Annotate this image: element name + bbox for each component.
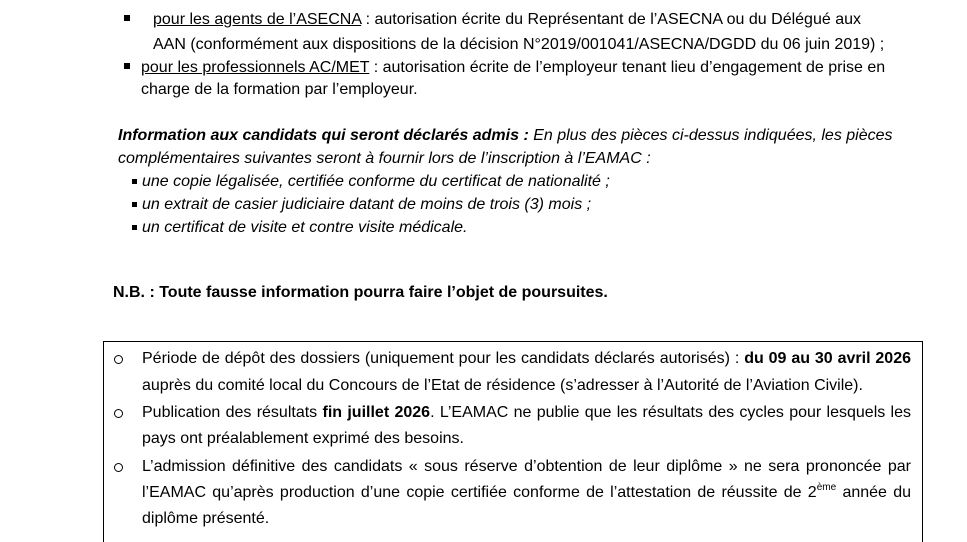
bullet-circle-icon [114,409,123,418]
box-item-2-line-1 [142,403,911,423]
box-item-3-line-3: diplôme présenté. [142,510,270,527]
bullet-square-icon [132,202,137,207]
bullet-square-icon [132,225,137,230]
box-item-1-line-1 [142,349,911,369]
box-item-3-line-2 [142,483,911,503]
pros-label: pour les professionnels AC/MET [141,59,370,76]
nb-warning: N.B. : Toute fausse information pourra faire l’objet de poursuites. [113,284,608,301]
bullet-circle-icon [114,355,123,364]
box-item-2-post: . L’EAMAC ne publie que les résultats des cycles pour lesquels les [430,404,912,421]
box-item-3-line-1: L’admission définitive des candidats « sous réserve d’obtention de leur diplôme » ne sera prononcée par [142,458,911,475]
info-line-2: complémentaires suivantes seront à fournir lors de l’inscription à l’EAMAC : [118,150,651,167]
agents-line-1 [153,10,910,30]
info-item: une copie légalisée, certifiée conforme du certificat de nationalité ; [142,173,610,190]
bullet-square-icon [132,179,137,184]
deposit-period: du 09 au 30 avril 2026 [744,350,912,367]
pros-line-1 [141,58,885,78]
bullet-circle-icon [114,463,123,472]
agents-line-2: AAN (conformément aux dispositions de la décision N°2019/001041/ASECNA/DGDD du 06 juin 2019) ; [153,36,885,53]
superscript: ème [816,481,837,493]
box-item-2-line-2: pays ont préalablement exprimé des besoins. [142,430,464,447]
info-heading: Information aux candidats qui seront déclarés admis : [118,127,529,144]
bullet-square-icon [124,15,130,21]
info-intro: En plus des pièces ci-dessus indiquées, les pièces [528,127,893,144]
info-item: un certificat de visite et contre visite médicale. [142,219,468,236]
box-item-1-line-2: auprès du comité local du Concours de l’Etat de résidence (s’adresser à l’Autorité de l’Aviation Civile). [142,377,863,394]
agents-text: : autorisation écrite du Représentant de l’ASECNA ou du Délégué aux [361,11,861,28]
pros-line-2: charge de la formation par l’employeur. [141,81,418,98]
results-date: fin juillet 2026 [322,404,431,421]
box-item-3-pre: l’EAMAC qu’après production d’une copie certifiée conforme de l’attestation de réussite de 2 [142,484,817,501]
bullet-square-icon [124,63,130,69]
box-item-1-text: Période de dépôt des dossiers (uniquement pour les candidats déclarés autorisés) : [142,350,745,367]
pros-text: : autorisation écrite de l’employeur tenant lieu d’engagement de prise en [369,59,886,76]
info-line-1 [118,126,893,146]
info-item: un extrait de casier judiciaire datant de moins de trois (3) mois ; [142,196,592,213]
box-item-2-pre: Publication des résultats [142,404,323,421]
agents-label: pour les agents de l’ASECNA [153,11,362,28]
box-item-3-post: année du [836,484,912,501]
